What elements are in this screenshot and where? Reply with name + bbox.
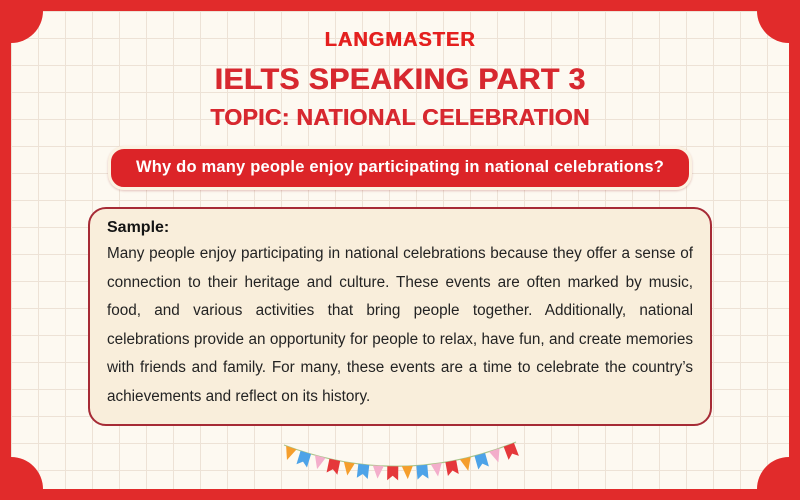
question-banner: Why do many people enjoy participating in national celebrations?	[108, 146, 692, 190]
page-title: IELTS SPEAKING PART 3	[214, 63, 586, 96]
sample-answer-box	[88, 207, 712, 426]
card-content	[11, 11, 789, 489]
sample-answer-text: Many people enjoy participating in national celebrations because they offer a sense of connection to their heritage and culture. These events are often marked by music, food, and various activities that bring people together. Additionally, national celebrations provide an opportunity for people to relax, have fun, and create memories with friends and family. For many, these events are a time to celebrate the country’s achievements and reflect on its history.	[107, 245, 693, 405]
sample-label: Sample:	[107, 219, 170, 236]
bunting-flags-decoration	[278, 437, 522, 489]
page-subtitle: TOPIC: NATIONAL CELEBRATION	[210, 104, 590, 130]
brand-logo: LANGMASTER	[324, 29, 476, 51]
page-background	[11, 11, 789, 489]
